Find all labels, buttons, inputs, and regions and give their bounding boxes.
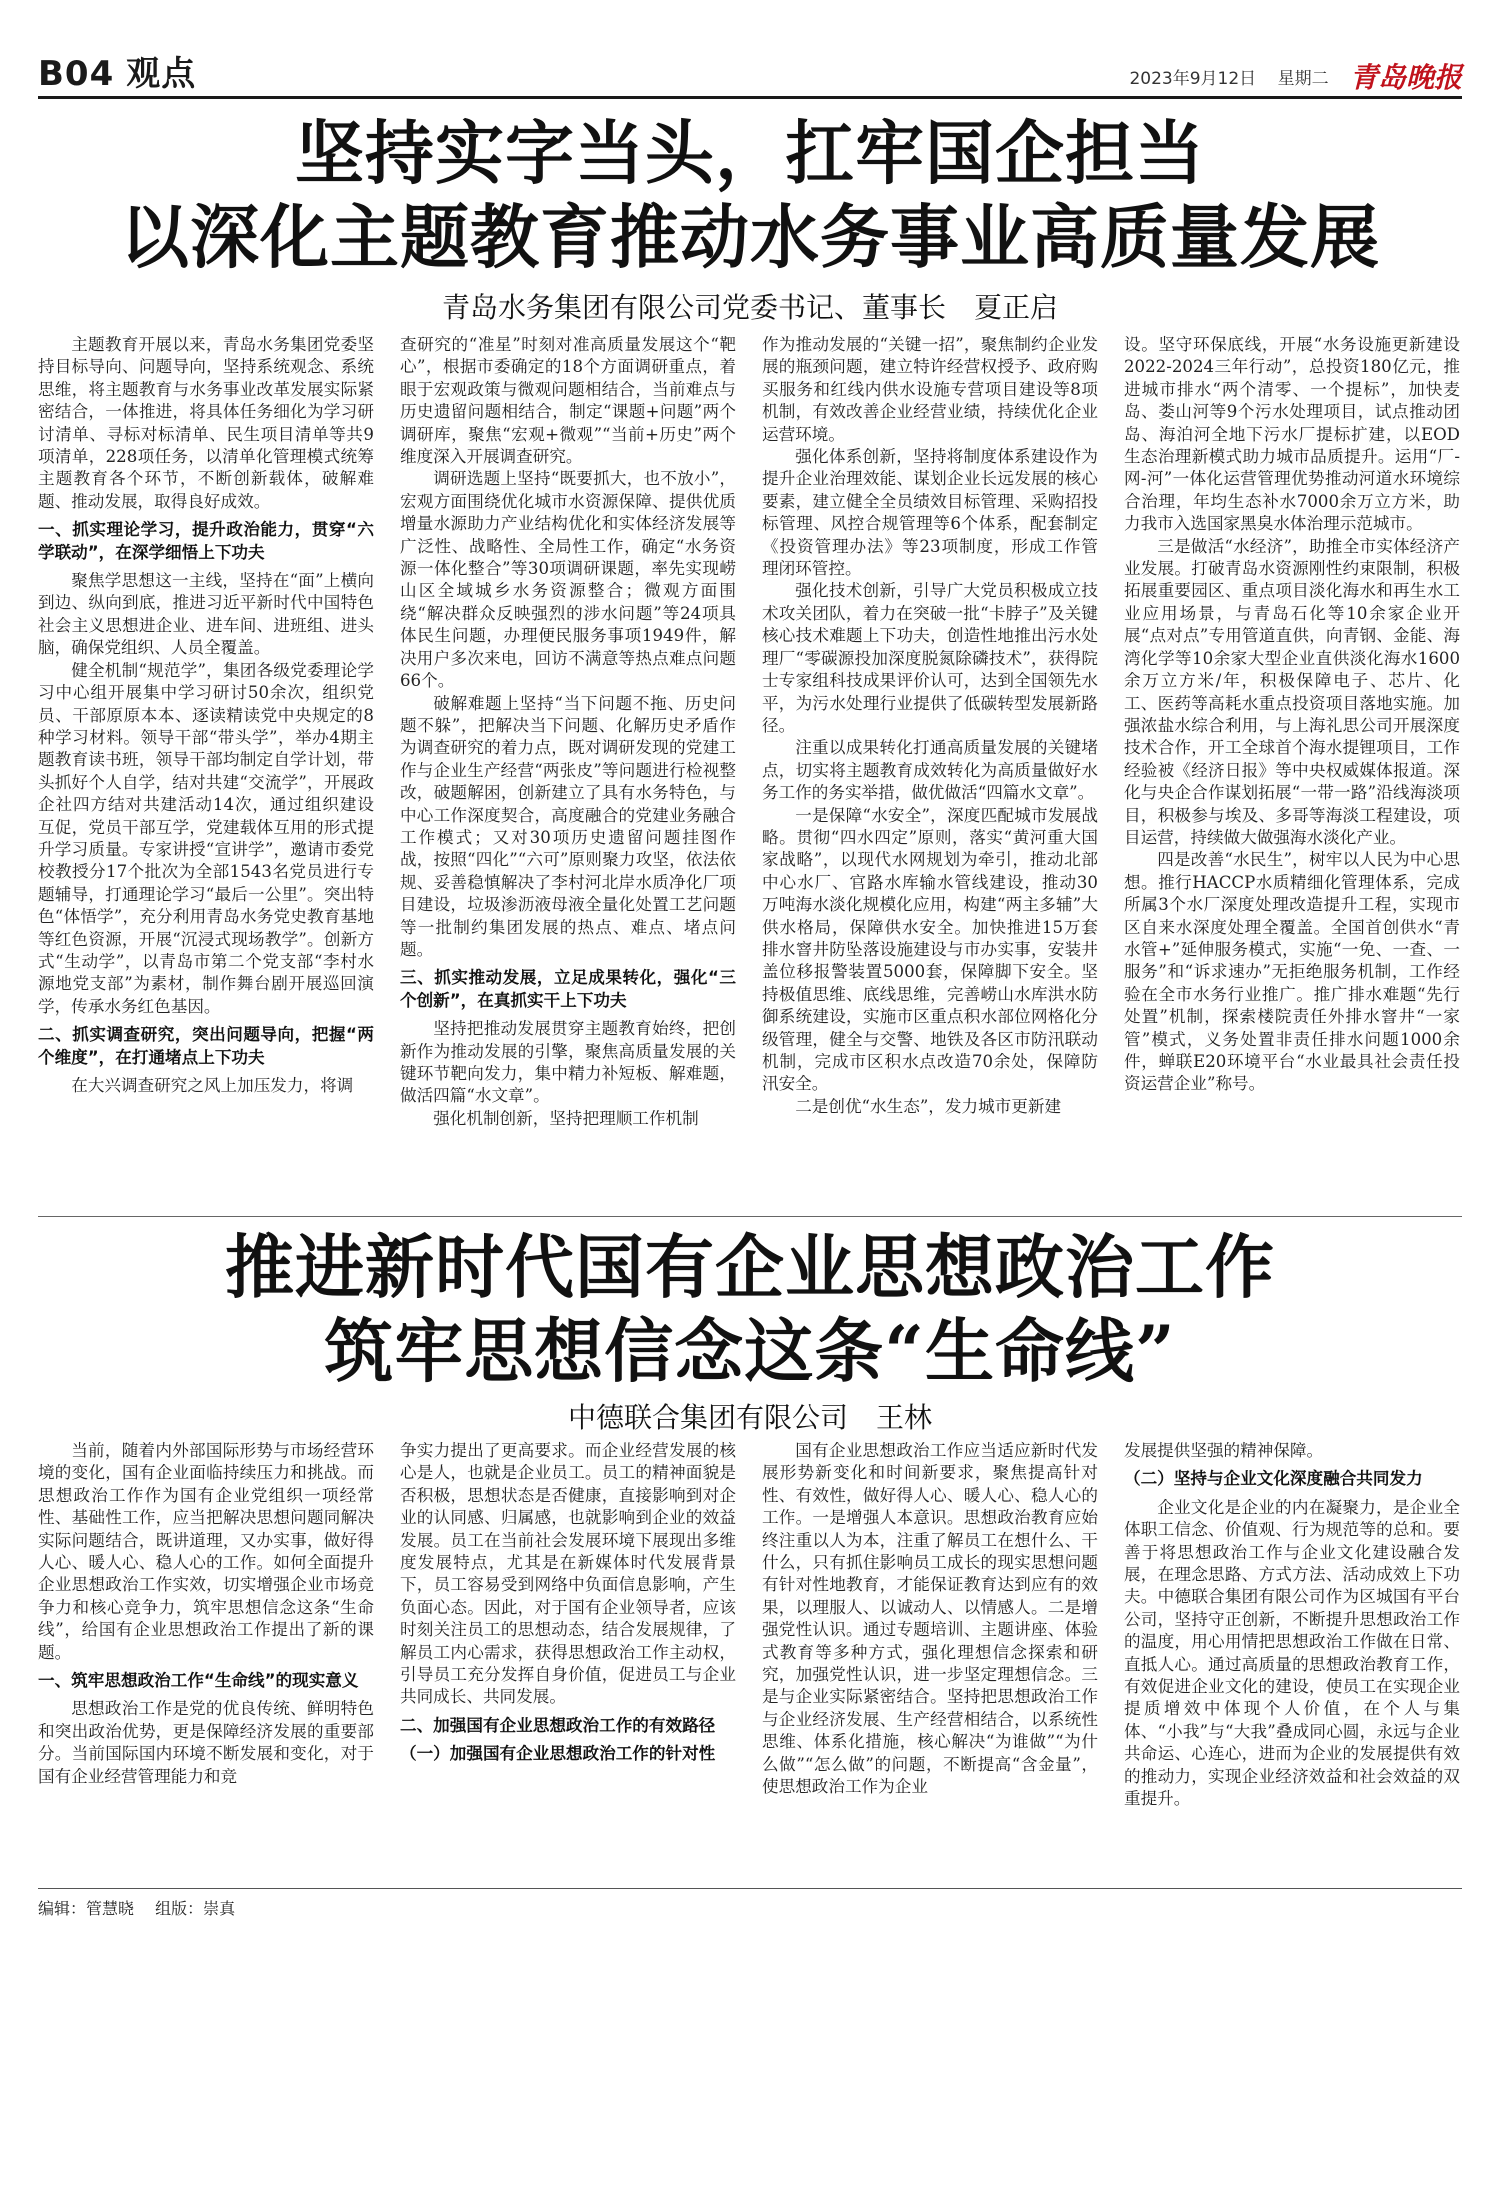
body-paragraph: 思想政治工作是党的优良传统、鲜明特色和突出政治优势，更是保障经济发展的重要部分。当前国际国内环境不断发展和变化，对于国有企业经营管理能力和竞 [38, 1699, 374, 1786]
section-subheading: 二、抓实调查研究，突出问题导向，把握“两个维度”，在打通堵点上下功夫 [38, 1025, 374, 1067]
body-paragraph: 聚焦学思想这一主线，坚持在“面”上横向到边、纵向到底，推进习近平新时代中国特色社会主义思想进企业、进车间、进班组、进头脑，确保党组织、人员全覆盖。 [38, 571, 374, 658]
article2-column-3 [762, 1440, 1098, 1880]
section-subheading: 三、抓实推动发展，立足成果转化，强化“三个创新”，在真抓实干上下功夫 [400, 968, 736, 1010]
article2-body [38, 1440, 1462, 1880]
section-subheading: （二）坚持与企业文化深度融合共同发力 [1124, 1469, 1423, 1489]
article2-column-2 [400, 1440, 736, 1880]
body-paragraph: 注重以成果转化打通高质量发展的关键堵点，切实将主题教育成效转化为高质量做好水务工作的务实举措，做优做活“四篇水文章”。 [762, 738, 1098, 803]
body-paragraph: 调研选题上坚持“既要抓大，也不放小”，宏观方面围绕优化城市水资源保障、提供优质增量水源助力产业结构优化和实体经济发展等广泛性、战略性、全局性工作，确定“水务资源一体化整合”等30项调研课题，率先实现崂山区全域城乡水务资源整合；微观方面围绕“解决群众反映强烈的涉水问题”等24项具体民生问题，办理便民服务事项1949件，解决用户多次来电，回访不满意等热点难点问题66个。 [400, 469, 736, 691]
article1-column-1 [38, 334, 374, 1194]
body-paragraph: 国有企业思想政治工作应当适应新时代发展形势新变化和时间新要求，聚焦提高针对性、有效性，做好得人心、暖人心、稳人心的工作。一是增强人本意识。思想政治教育应始终注重以人为本，注重了解员工在想什么、干什么，只有抓住影响员工成长的现实思想问题有针对性地教育，才能保证教育达到应有的效果，以理服人、以诚动人、以情感人。二是增强党性认识。通过专题培训、主题讲座、体验式教育等多种方式，强化理想信念探索和研究，加强党性认识，进一步坚定理想信念。三是与企业实际紧密结合。坚持把思想政治工作与企业经济发展、生产经营相结合，以系统性思维、体系化措施，核心解决“为谁做”“为什么做”“怎么做”的问题，不断提高“含金量”，使思想政治工作为企业 [762, 1441, 1098, 1797]
body-paragraph: 二是创优“水生态”，发力城市更新建 [795, 1096, 1062, 1116]
article1-body [38, 334, 1462, 1194]
masthead-info [1113, 56, 1462, 96]
section-name: 观点 [126, 54, 197, 94]
body-paragraph: 在大兴调查研究之风上加压发力，将调 [71, 1076, 354, 1095]
body-paragraph: 争实力提出了更高要求。而企业经营发展的核心是人，也就是企业员工。员工的精神面貌是否积极，思想状态是否健康，直接影响到对企业的认同感、归属感，也就影响到企业的效益发展。员工在当前社会发展环境下展现出多维度发展特点，尤其是在新媒体时代发展背景下，员工容易受到网络中负面信息影响，产生负面心态。因此，对于国有企业领导者，应该时刻关注员工的思想动态，结合发展规律，了解员工内心需求，获得思想政治工作主动权，引导员工充分发挥自身价值，促进员工与企业共同成长、共同发展。 [400, 1441, 736, 1707]
footer [38, 1896, 251, 1919]
body-paragraph: 查研究的“准星”时刻对准高质量发展这个“靶心”，根据市委确定的18个方面调研重点，着眼于宏观政策与微观问题相结合，当前难点与历史遗留问题相结合，制定“课题+问题”两个调研库，聚焦“宏观+微观”“当前+历史”两个维度深入开展调查研究。 [400, 335, 736, 467]
article1-column-4 [1124, 334, 1460, 1194]
body-paragraph: 当前，随着内外部国际形势与市场经营环境的变化，国有企业面临持续压力和挑战。而思想政治工作作为国有企业党组织一项经常性、基础性工作，应当把解决思想问题同解决实际问题结合，既讲道理，又办实事，做好得人心、暖人心、稳人心的工作。如何全面提升企业思想政治工作实效，切实增强企业市场竞争力和核心竞争力，筑牢思想信念这条“生命线”，给国有企业思想政治工作提出了新的课题。 [38, 1441, 374, 1662]
masthead-rule [38, 96, 1462, 99]
body-paragraph: 四是改善“水民生”，树牢以人民为中心思想。推行HACCP水质精细化管理体系，完成所属3个水厂深度处理改造提升工程，实现市区自来水深度处理全覆盖。全国首创供水“青水管+”延伸服务模式，实施“一免、一查、一服务”和“诉求速办”无拒绝服务机制，工作经验在全市水务行业推广。推广排水难题“先行处置”机制，探索楼院责任外排水窨井“一家管”模式，义务处置非责任排水问题1000余件，蝉联E20环境平台“水业最具社会责任投资运营企业”称号。 [1124, 850, 1460, 1094]
body-paragraph: 强化技术创新，引导广大党员积极成立技术攻关团队，着力在突破一批“卡脖子”及关键核心技术难题上下功夫，创造性地推出污水处理厂“零碳源投加深度脱氮除磷技术”，获得院士专家组科技成果评价认可，达到全国领先水平，为污水处理行业提供了低碳转型发展新路径。 [762, 581, 1098, 735]
body-paragraph: 强化机制创新，坚持把理顺工作机制 [433, 1108, 699, 1128]
body-paragraph: 坚持把推动发展贯穿主题教育始终，把创新作为推动发展的引擎，聚焦高质量发展的关键环节靶向发力，集中精力补短板、解难题，做活四篇“水文章”。 [400, 1019, 736, 1106]
article1-byline: 青岛水务集团有限公司党委书记、董事长 夏正启 [441, 291, 1058, 324]
layout-credit: 组版：崇真 [155, 1899, 236, 1918]
newspaper-logo: 青岛晚报 [1349, 61, 1462, 94]
article1-title-line2: 以深化主题教育推动水务事业高质量发展 [120, 197, 1380, 278]
article2-headline [38, 1226, 1462, 1394]
article1-column-3 [762, 334, 1098, 1194]
issue-weekday: 星期二 [1277, 69, 1329, 89]
section-subheading: 二、加强国有企业思想政治工作的有效路径 [400, 1715, 716, 1735]
article1-headline [38, 112, 1462, 280]
article2-byline: 中德联合集团有限公司 王林 [567, 1401, 932, 1434]
section-subheading: （一）加强国有企业思想政治工作的针对性 [400, 1744, 716, 1764]
body-paragraph: 设。坚守环保底线，开展“水务设施更新建设2022-2024三年行动”，总投资180亿元，推进城市排水“两个清零、一个提标”，加快麦岛、娄山河等9个污水处理项目，试点推动团岛、海泊河全地下污水厂提标扩建，以EOD生态治理新模式助力城市品质提升。运用“厂-网-河”一体化运营管理优势推动河道水环境综合治理，年均生态补水7000余万立方米，助力我市入选国家黑臭水体治理示范城市。 [1124, 335, 1460, 534]
body-paragraph: 作为推动发展的“关键一招”，聚焦制约企业发展的瓶颈问题，建立特许经营权授予、政府购买服务和红线内供水设施专营项目建设等8项机制，有效改善企业经营业绩，持续优化企业运营环境。 [762, 335, 1098, 444]
article-divider [38, 1216, 1462, 1217]
section-subheading: 一、筑牢思想政治工作“生命线”的现实意义 [38, 1671, 359, 1691]
body-paragraph: 强化体系创新，坚持将制度体系建设作为提升企业治理效能、谋划企业长远发展的核心要素，建立健全全员绩效目标管理、采购招投标管理、风控合规管理等6个体系，配套制定《投资管理办法》等23项制度，形成工作管理闭环管控。 [762, 447, 1098, 579]
article1-column-2 [400, 334, 736, 1194]
article1-title-line1: 坚持实字当头，扛牢国企担当 [295, 113, 1205, 194]
page-number-label: B04 [38, 54, 115, 94]
body-paragraph: 主题教育开展以来，青岛水务集团党委坚持目标导向、问题导向，坚持系统观念、系统思维，将主题教育与水务事业改革发展实际紧密结合，一体推进，将具体任务细化为学习研讨清单、寻标对标清单、民生项目清单等共9项清单，228项任务，以清单化管理模式统筹主题教育各个环节，不断创新载体，破解难题、推动发展，取得良好成效。 [38, 335, 374, 511]
article2-column-1 [38, 1440, 374, 1880]
article2-title-line1: 推进新时代国有企业思想政治工作 [225, 1227, 1275, 1308]
article2-column-4 [1124, 1440, 1460, 1880]
body-paragraph: 破解难题上坚持“当下问题不拖、历史问题不躲”，把解决当下问题、化解历史矛盾作为调查研究的着力点，既对调研发现的党建工作与企业生产经营“两张皮”等问题进行检视整改，破题解困，创新建立了具有水务特色，与中心工作深度契合，高度融合的党建业务融合工作模式；又对30项历史遗留问题挂图作战，按照“四化”“六可”原则聚力攻坚，依法依规、妥善稳慎解决了李村河北岸水质净化厂项目建设，垃圾渗沥液母液全量化处置工艺问题等一批制约集团发展的热点、难点、堵点问题。 [400, 693, 736, 959]
body-paragraph: 企业文化是企业的内在凝聚力，是企业全体职工信念、价值观、行为规范等的总和。要善于将思想政治工作与企业文化建设融合发展，在理念思路、方式方法、活动成效上下功夫。中德联合集团有限公司作为区城国有平台公司，坚持守正创新，不断提升思想政治工作的温度，用心用情把思想政治工作做在日常、直抵人心。通过高质量的思想政治教育工作，有效促进企业文化的建设，使员工在实现企业提质增效中体现个人价值，在个人与集体、“小我”与“大我”叠成同心圆，永远与企业共命运、心连心，进而为企业的发展提供有效的推动力，实现企业经济效益和社会效益的双重提升。 [1124, 1497, 1460, 1809]
masthead [38, 42, 1462, 98]
body-paragraph: 一是保障“水安全”，深度匹配城市发展战略。贯彻“四水四定”原则，落实“黄河重大国家战略”，以现代水网规划为牵引，推动北部中心水厂、官路水库输水管线建设，推动30万吨海水淡化规模化应用，构建“两主多辅”大供水格局，保障供水安全。加快推进15万套排水窨井防坠落设施建设与市办实事，安装井盖位移报警装置5000套，保障脚下安全。坚持极值思维、底线思维，完善崂山水库洪水防御系统建设，实施市区重点积水部位网格化分级管理，健全与交警、地铁及各区市防汛联动机制，完成市区积水点改造70余处，保障防汛安全。 [762, 805, 1098, 1094]
page-number [38, 46, 196, 95]
editor-credit: 编辑：管慧晓 [38, 1899, 135, 1918]
body-paragraph: 发展提供坚强的精神保障。 [1124, 1441, 1324, 1460]
section-subheading: 一、抓实理论学习，提升政治能力，贯穿“六学联动”，在深学细悟上下功夫 [38, 520, 374, 562]
footer-rule [38, 1888, 1462, 1889]
issue-date: 2023年9月12日 [1129, 69, 1257, 89]
body-paragraph: 健全机制“规范学”，集团各级党委理论学习中心组开展集中学习研讨50余次，组织党员、干部原原本本、逐读精读党中央规定的8种学习材料。领导干部“带头学”，举办4期主题教育读书班，领导干部均制定自学计划，带头抓好个人自学，结对共建“交流学”，开展政企社四方结对共建活动14次，通过组织建设互促，党员干部互学，党建载体互用的形式提升学习质量。专家讲授“宣讲学”，邀请市委党校教授分17个批次为全部1543名党员进行专题辅导，打通理论学习“最后一公里”。突出特色“体悟学”，充分利用青岛水务党史教育基地等红色资源，开展“沉浸式现场教学”。创新方式“生动学”，以青岛市第二个党支部“李村水源地党支部”为素材，制作舞台剧开展巡回演学，传承水务红色基因。 [38, 660, 374, 1016]
article2-title-line2: 筑牢思想信念这条“生命线” [324, 1311, 1176, 1392]
body-paragraph: 三是做活“水经济”，助推全市实体经济产业发展。打破青岛水资源刚性约束限制，积极拓展重要园区、重点项目淡化海水和再生水工业应用场景，与青岛石化等10余家企业开展“点对点”专用管道直供，向青钢、金能、海湾化学等10余家大型企业直供淡化海水1600余万立方米/年，积极保障电子、芯片、化工、医药等高耗水重点投资项目落地实施。加强浓盐水综合利用，与上海礼思公司开展深度技术合作，开工全球首个海水提锂项目，工作经验被《经济日报》等中央权威媒体报道。深化与央企合作谋划拓展“一带一路”沿线海淡项目，积极参与埃及、多哥等海淡工程建设，项目运营，持续做大做强海水淡化产业。 [1124, 536, 1460, 847]
